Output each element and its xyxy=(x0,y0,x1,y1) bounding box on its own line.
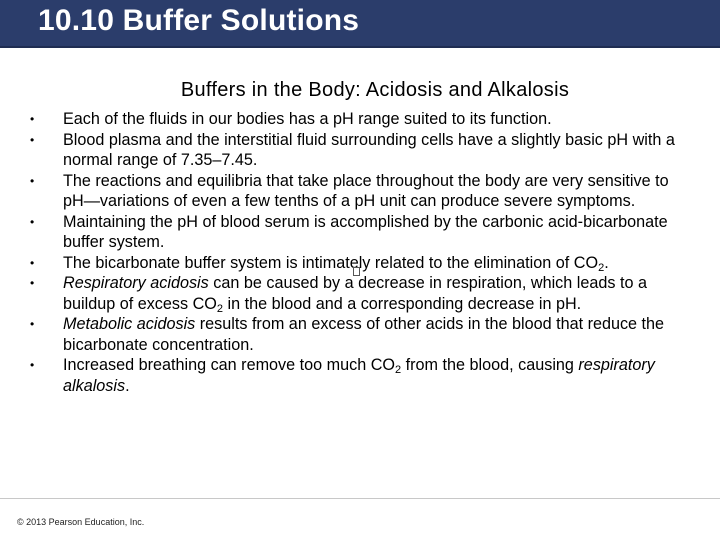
bullet-list xyxy=(20,109,680,396)
bullet-respiratory-alkalosis xyxy=(20,355,680,396)
bullet-marker: • xyxy=(30,276,35,290)
missing-glyph-box xyxy=(353,267,360,276)
bullet-text: Maintaining the pH of blood serum is accomplished by the carbonic acid-bicarbonate buffer system. xyxy=(63,212,668,251)
bullet-marker: • xyxy=(30,112,35,126)
bullet-text: in the blood and a corresponding decrease in pH. xyxy=(223,294,582,313)
emphasized-term: Respiratory acidosis xyxy=(63,274,209,292)
bullet-marker: • xyxy=(30,214,35,229)
bullet-marker: • xyxy=(30,255,35,270)
bullet-marker: • xyxy=(30,132,35,147)
copyright-notice: © 2013 Pearson Education, Inc. xyxy=(17,517,145,527)
slide-title: 10.10 Buffer Solutions xyxy=(38,4,360,37)
subscript: 2 xyxy=(395,364,402,376)
slide-footer xyxy=(0,498,720,541)
bullet-text: The reactions and equilibria that take place throughout the body are very sensitive to pH—variations of even a few tenths of a pH unit can produce severe symptoms. xyxy=(63,171,669,210)
subscript: 2 xyxy=(216,302,223,315)
bullet-marker: • xyxy=(30,317,35,331)
bullet-respiratory-acidosis xyxy=(20,273,680,314)
bullet-text: Each of the fluids in our bodies has a pH range suited to its function. xyxy=(63,110,552,128)
bullet-text: . xyxy=(604,253,609,272)
bullet-sensitivity xyxy=(20,171,680,212)
subscript: 2 xyxy=(598,261,605,274)
bullet-marker: • xyxy=(30,358,35,372)
bullet-text: The bicarbonate buffer system is intimately related to the elimination of CO xyxy=(63,253,599,272)
bullet-blood-plasma xyxy=(20,130,680,171)
bullet-co2-elimination xyxy=(20,253,680,274)
bullet-marker: • xyxy=(30,173,35,188)
emphasized-term: Metabolic acidosis xyxy=(63,315,196,333)
bullet-text: . xyxy=(125,376,130,395)
slide-subtitle xyxy=(0,79,720,102)
emphasized-term: respiratory alkalosis xyxy=(63,356,655,395)
bullet-text: can be caused by a decrease in respiration, which leads to a buildup of excess CO xyxy=(63,274,647,313)
title-bar xyxy=(0,0,720,48)
bullet-metabolic-acidosis xyxy=(20,314,680,355)
bullet-blood-serum xyxy=(20,212,680,253)
bullet-text: from the blood, causing xyxy=(401,356,579,374)
bullet-fluids-ph-range xyxy=(20,109,680,130)
subtitle-text: Buffers in the Body: Acidosis and Alkalosis xyxy=(180,79,570,101)
bullet-text: Blood plasma and the interstitial fluid surrounding cells have a slightly basic pH with a normal range of 7.35–7.45. xyxy=(63,130,675,169)
bullet-text: results from an excess of other acids in the blood that reduce the bicarbonate concentration. xyxy=(63,315,665,354)
bullet-text: Increased breathing can remove too much CO xyxy=(63,356,396,374)
